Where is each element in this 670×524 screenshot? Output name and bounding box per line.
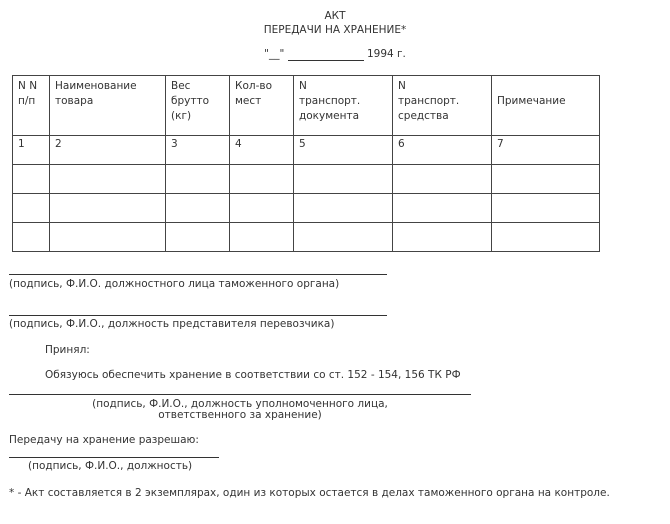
- header-goods-name: Наименование товара: [50, 76, 166, 136]
- table-cell: [230, 194, 294, 223]
- signature-line-storage: [9, 394, 471, 395]
- table-header-row: [13, 76, 600, 136]
- date-day-blank: __: [268, 48, 280, 60]
- table-cell: 4: [230, 136, 294, 165]
- table-row: [13, 223, 600, 252]
- table-cell: 5: [294, 136, 393, 165]
- caption-permission: (подпись, Ф.И.О., должность): [28, 460, 193, 472]
- caption-carrier-rep: (подпись, Ф.И.О., должность представителя перевозчика): [9, 318, 335, 330]
- table-cell: [294, 194, 393, 223]
- table-row: [13, 165, 600, 194]
- document-title: АКТ: [324, 10, 346, 22]
- table-cell: [393, 223, 492, 252]
- table-row: [13, 194, 600, 223]
- table-cell: [492, 194, 600, 223]
- obligation-text: Обязуюсь обеспечить хранение в соответствии со ст. 152 - 154, 156 ТК РФ: [45, 369, 461, 381]
- table-cell: 6: [393, 136, 492, 165]
- header-note: Примечание: [492, 76, 600, 136]
- date-quote-open: ": [264, 48, 269, 60]
- date-year: 1994 г.: [366, 48, 406, 60]
- header-transport-doc: N транспорт. документа: [294, 76, 393, 136]
- header-gross-weight: Вес брутто (кг): [166, 76, 230, 136]
- table-cell: [492, 165, 600, 194]
- table-cell: [393, 194, 492, 223]
- accepted-label: Принял:: [45, 344, 90, 356]
- table-cell: [166, 165, 230, 194]
- table-cell: [294, 223, 393, 252]
- date-quote-close: ": [279, 48, 285, 60]
- document-subtitle: ПЕРЕДАЧИ НА ХРАНЕНИЕ*: [263, 24, 407, 36]
- caption-storage-line2: ответственного за хранение): [158, 409, 322, 421]
- header-packages: Кол-во мест: [230, 76, 294, 136]
- header-number: N N п/п: [13, 76, 50, 136]
- table-cell: [13, 223, 50, 252]
- table-cell: 7: [492, 136, 600, 165]
- caption-storage-line1: (подпись, Ф.И.О., должность уполномоченного лица,: [92, 398, 388, 410]
- table-cell: [230, 165, 294, 194]
- table-cell: [166, 223, 230, 252]
- table-cell: [13, 165, 50, 194]
- header-transport-vehicle: N транспорт. средства: [393, 76, 492, 136]
- table-cell: [50, 165, 166, 194]
- table-cell: [294, 165, 393, 194]
- date-line: [0, 48, 670, 61]
- table-cell: [50, 223, 166, 252]
- goods-table: [12, 75, 600, 252]
- table-cell: 1: [13, 136, 50, 165]
- footnote: * - Акт составляется в 2 экземплярах, один из которых остается в делах таможенного органа на контроле.: [9, 487, 610, 499]
- caption-customs-officer: (подпись, Ф.И.О. должностного лица таможенного органа): [9, 278, 340, 290]
- table-cell: [230, 223, 294, 252]
- signature-line-customs: [9, 274, 387, 275]
- permission-label: Передачу на хранение разрешаю:: [9, 434, 199, 446]
- signature-line-carrier: [9, 315, 387, 316]
- table-cell: 3: [166, 136, 230, 165]
- table-cell: [13, 194, 50, 223]
- table-row-numbering: [13, 136, 600, 165]
- table-cell: [393, 165, 492, 194]
- table-cell: 2: [50, 136, 166, 165]
- signature-line-permission: [9, 457, 219, 458]
- date-month-blank: [288, 48, 364, 61]
- table-cell: [492, 223, 600, 252]
- table-cell: [166, 194, 230, 223]
- table-cell: [50, 194, 166, 223]
